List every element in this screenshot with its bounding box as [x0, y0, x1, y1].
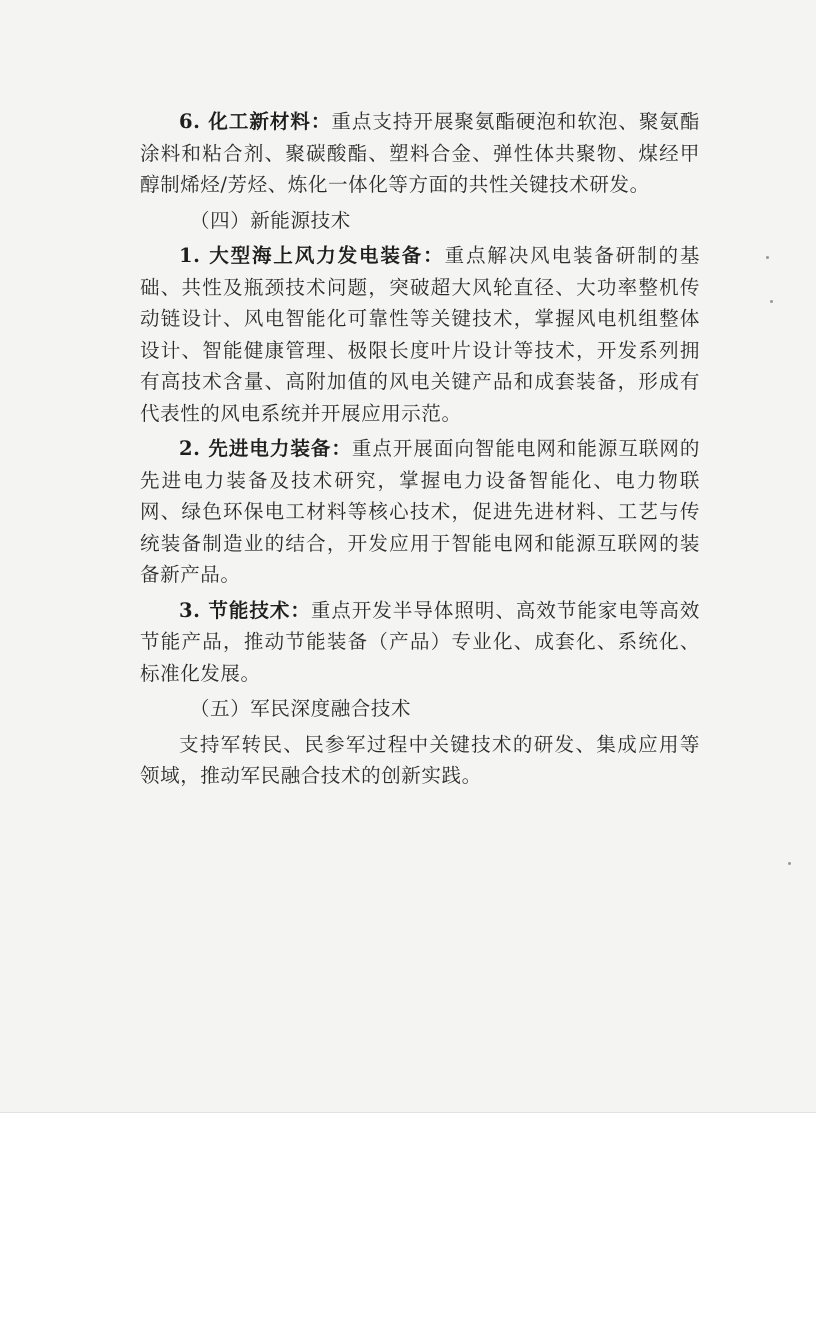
item-lead: 1. 大型海上风力发电装备：: [179, 244, 445, 267]
item-text: 重点支持开展聚氨酯硬泡和软泡、聚氨酯涂料和粘合剂、聚碳酸酯、塑料合金、弹性体共聚物、煤经甲醇制烯烃/芳烃、炼化一体化等方面的共性关键技术研发。: [140, 110, 700, 196]
item-text: 重点开发半导体照明、高效节能家电等高效节能产品，推动节能装备（产品）专业化、成套化、系统化、标准化发展。: [140, 598, 700, 685]
section-heading-new-energy: （四）新能源技术: [190, 208, 351, 232]
scan-speck: [770, 300, 773, 303]
item-lead: 3. 节能技术：: [179, 598, 311, 622]
document-body: [140, 106, 700, 792]
scan-speck: [766, 256, 769, 259]
item-lead: 6. 化工新材料：: [179, 110, 332, 133]
paragraph-civil-military: 支持军转民、民参军过程中关键技术的研发、集成应用等领域，推动军民融合技术的创新实践。: [140, 732, 700, 787]
item-text: 重点解决风电装备研制的基础、共性及瓶颈技术问题，突破超大风轮直径、大功率整机传动链设计、风电智能化可靠性等关键技术，掌握风电机组整体设计、智能健康管理、极限长度叶片设计等技术，开发系列拥有高技术含量、高附加值的风电关键产品和成套装备，形成有代表性的风电系统并开展应用示范。: [140, 244, 701, 425]
item-power-equipment: [140, 433, 700, 591]
section-heading-civil-military: （五）军民深度融合技术: [190, 697, 412, 720]
item-energy-saving: [140, 595, 700, 690]
item-text: 重点开展面向智能电网和能源互联网的先进电力装备及技术研究，掌握电力设备智能化、电力物联网、绿色环保电工材料等核心技术，促进先进材料、工艺与传统装备制造业的结合，开发应用于智能电网和能源互联网的装备新产品。: [140, 437, 700, 586]
item-offshore-wind: [140, 240, 700, 429]
item-chemical-materials: [140, 106, 700, 201]
scan-speck: [788, 862, 791, 865]
item-lead: 2. 先进电力装备：: [179, 437, 352, 460]
